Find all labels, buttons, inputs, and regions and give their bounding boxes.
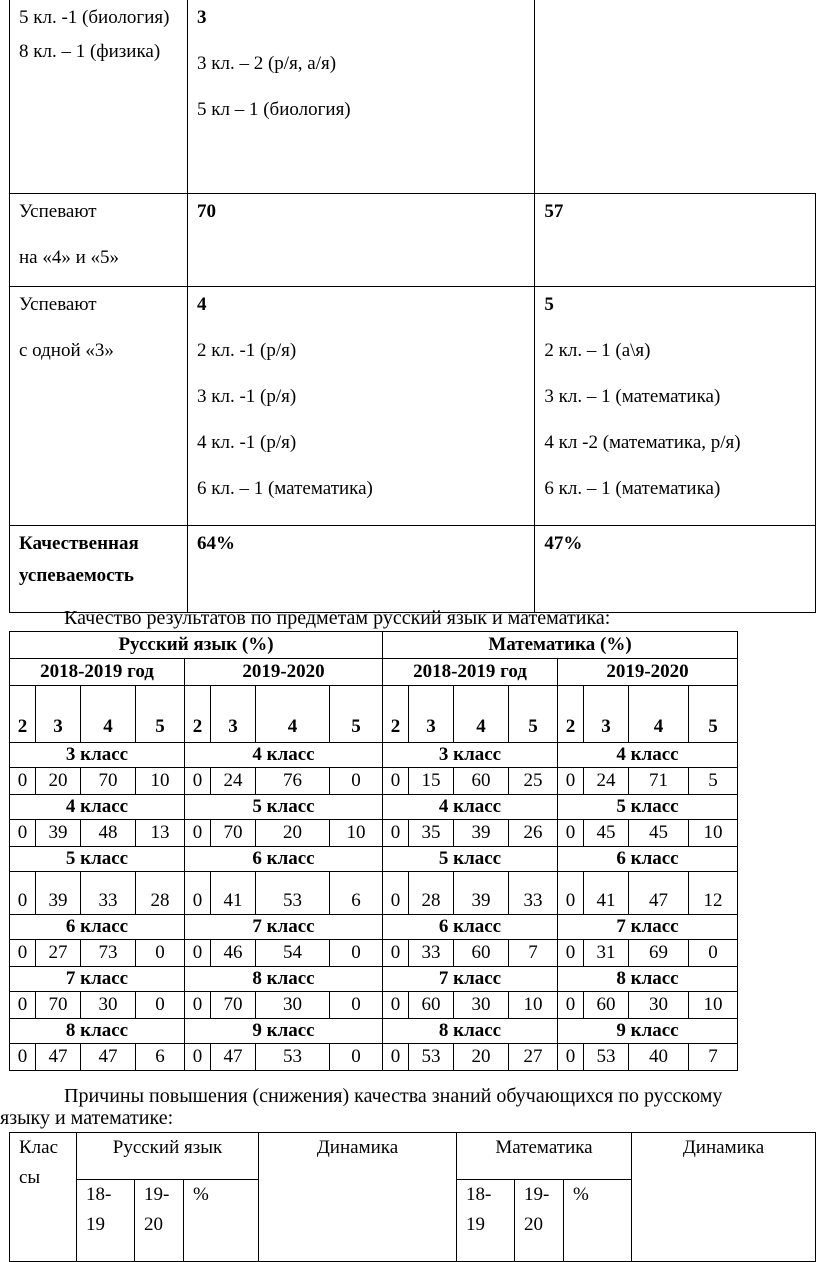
value-cell: 10 bbox=[330, 820, 383, 847]
value-cell: 27 bbox=[509, 1044, 558, 1071]
value-cell: 0 bbox=[185, 992, 211, 1019]
class-label: 9 класс bbox=[558, 1019, 738, 1044]
value-cell: 0 bbox=[383, 820, 409, 847]
label-line: Качественная bbox=[19, 533, 139, 554]
value-cell: 0 bbox=[558, 1044, 584, 1071]
dynamics-header: Динамика bbox=[259, 1133, 457, 1262]
grades-row bbox=[10, 686, 738, 743]
value-cell: 53 bbox=[256, 872, 330, 915]
value-cell: 0 bbox=[558, 872, 584, 915]
class-row bbox=[10, 1019, 738, 1044]
row-one-three bbox=[10, 287, 816, 526]
year-18-19 bbox=[77, 1180, 135, 1262]
caption-quality: Качество результатов по предметам русский язык и математика: bbox=[64, 607, 611, 629]
class-label: 6 класс bbox=[185, 847, 383, 872]
value-cell: 70 bbox=[211, 820, 256, 847]
class-label: 7 класс bbox=[185, 915, 383, 940]
value-cell: 0 bbox=[185, 768, 211, 795]
value-cell: 76 bbox=[256, 768, 330, 795]
value-cell: 35 bbox=[409, 820, 454, 847]
year-header: 2019-2020 bbox=[558, 659, 738, 686]
text-line: 3 кл. – 1 (математика) bbox=[544, 386, 721, 407]
value-cell: 60 bbox=[409, 992, 454, 1019]
caption-reasons: Причины повышения (снижения) качества знаний обучающихся по русскому bbox=[64, 1085, 723, 1107]
dynamics-header: Динамика bbox=[632, 1133, 816, 1262]
value-cell: 0 bbox=[558, 768, 584, 795]
value-cell: 0 bbox=[10, 992, 36, 1019]
class-label: 6 класс bbox=[383, 915, 558, 940]
value-cell: 5 bbox=[689, 768, 738, 795]
text-line: 6 кл. – 1 (математика) bbox=[197, 478, 373, 499]
value-cell: 25 bbox=[509, 768, 558, 795]
value-cell: 45 bbox=[629, 820, 689, 847]
value-cell: 20 bbox=[454, 1044, 509, 1071]
value-cell: 69 bbox=[629, 940, 689, 967]
class-label: 4 класс bbox=[185, 743, 383, 768]
class-label: 4 класс bbox=[383, 795, 558, 820]
value-cell: 0 bbox=[558, 992, 584, 1019]
values-row bbox=[10, 872, 738, 915]
class-label: 9 класс bbox=[185, 1019, 383, 1044]
subjects-row bbox=[10, 632, 738, 659]
value-cell: 0 bbox=[185, 820, 211, 847]
value-cell: 20 bbox=[256, 820, 330, 847]
grade-header: 4 bbox=[81, 686, 136, 743]
value-cell: 47 bbox=[81, 1044, 136, 1071]
value-cell: 0 bbox=[558, 820, 584, 847]
class-label: 6 класс bbox=[10, 915, 185, 940]
class-label: 5 класс bbox=[558, 795, 738, 820]
value-cell: 70 bbox=[211, 992, 256, 1019]
label-line: 19 bbox=[466, 1214, 485, 1235]
label-line: Успевают bbox=[19, 201, 97, 222]
label-line: сы bbox=[19, 1167, 41, 1188]
year-header: 2019-2020 bbox=[185, 659, 383, 686]
values-row bbox=[10, 1044, 738, 1071]
value-cell: 0 bbox=[10, 768, 36, 795]
class-row bbox=[10, 915, 738, 940]
count-value: 4 bbox=[197, 294, 207, 315]
value-cell: 0 bbox=[383, 940, 409, 967]
class-row bbox=[10, 967, 738, 992]
text-line: 8 кл. – 1 (физика) bbox=[19, 41, 161, 62]
percent-header: % bbox=[184, 1180, 259, 1262]
text-line: 2 кл. – 1 (а\я) bbox=[544, 340, 651, 361]
value-cell: 73 bbox=[81, 940, 136, 967]
value-cell: 30 bbox=[629, 992, 689, 1019]
value-cell: 7 bbox=[509, 940, 558, 967]
value-cell: 30 bbox=[256, 992, 330, 1019]
grade-header: 5 bbox=[136, 686, 185, 743]
value-cell: 10 bbox=[509, 992, 558, 1019]
grade-header: 2 bbox=[10, 686, 36, 743]
label-line: 18- bbox=[466, 1184, 492, 1205]
label-line: 19- bbox=[524, 1184, 550, 1205]
percent-header: % bbox=[564, 1180, 632, 1262]
value-cell: 46 bbox=[211, 940, 256, 967]
grade-header: 3 bbox=[211, 686, 256, 743]
value-cell: 20 bbox=[36, 768, 81, 795]
grade-header: 2 bbox=[558, 686, 584, 743]
values-row bbox=[10, 940, 738, 967]
value-cell: 33 bbox=[409, 940, 454, 967]
grade-header: 2 bbox=[383, 686, 409, 743]
values-row bbox=[10, 992, 738, 1019]
text-line: 5 кл. -1 (биология) bbox=[19, 7, 170, 28]
class-label: 7 класс bbox=[558, 915, 738, 940]
value-cell: 0 bbox=[330, 768, 383, 795]
value-cell: 53 bbox=[256, 1044, 330, 1071]
value-cell: 70 bbox=[36, 992, 81, 1019]
value-cell: 30 bbox=[81, 992, 136, 1019]
reasons-header-row bbox=[10, 1133, 816, 1180]
value-cell: 0 bbox=[136, 992, 185, 1019]
class-label: 8 класс bbox=[383, 1019, 558, 1044]
value-cell: 39 bbox=[454, 820, 509, 847]
value-cell: 0 bbox=[185, 940, 211, 967]
value-cell: 10 bbox=[689, 992, 738, 1019]
value-cell: 0 bbox=[330, 992, 383, 1019]
value-cell: 47 bbox=[629, 872, 689, 915]
value-cell: 48 bbox=[81, 820, 136, 847]
cell-value-2018 bbox=[188, 287, 535, 526]
class-label: 4 класс bbox=[558, 743, 738, 768]
class-row bbox=[10, 847, 738, 872]
text-line: 4 кл -2 (математика, р/я) bbox=[544, 432, 741, 453]
value-cell: 0 bbox=[10, 1044, 36, 1071]
results-table bbox=[9, 0, 816, 613]
classes-header bbox=[10, 1133, 77, 1262]
value-cell: 0 bbox=[689, 940, 738, 967]
class-label: 7 класс bbox=[10, 967, 185, 992]
value-cell: 60 bbox=[454, 768, 509, 795]
grade-header: 4 bbox=[454, 686, 509, 743]
value-cell: 53 bbox=[409, 1044, 454, 1071]
class-label: 8 класс bbox=[185, 967, 383, 992]
russian-header: Русский язык bbox=[77, 1133, 259, 1180]
label-line: Успевают bbox=[19, 294, 97, 315]
class-label: 7 класс bbox=[383, 967, 558, 992]
grade-header: 3 bbox=[409, 686, 454, 743]
cell-value-2019 bbox=[535, 287, 816, 526]
value-cell: 0 bbox=[383, 768, 409, 795]
text-line: 5 кл – 1 (биология) bbox=[197, 99, 351, 120]
class-label: 4 класс bbox=[10, 795, 185, 820]
value-cell: 0 bbox=[185, 1044, 211, 1071]
values-row bbox=[10, 820, 738, 847]
value-cell: 33 bbox=[81, 872, 136, 915]
value-cell: 10 bbox=[136, 768, 185, 795]
grades-table bbox=[9, 631, 738, 1071]
value-cell: 28 bbox=[136, 872, 185, 915]
cell-label bbox=[10, 287, 188, 526]
grade-header: 5 bbox=[689, 686, 738, 743]
reasons-table bbox=[9, 1132, 816, 1262]
cell-value-2019: 57 bbox=[535, 194, 816, 287]
value-cell: 30 bbox=[454, 992, 509, 1019]
value-cell: 0 bbox=[383, 992, 409, 1019]
years-row bbox=[10, 659, 738, 686]
label-line: 18- bbox=[86, 1184, 112, 1205]
row-good-students bbox=[10, 194, 816, 287]
label-line: 19- bbox=[144, 1184, 170, 1205]
value-cell: 26 bbox=[509, 820, 558, 847]
year-header: 2018-2019 год bbox=[10, 659, 185, 686]
year-18-19 bbox=[457, 1180, 515, 1262]
value-cell: 45 bbox=[584, 820, 629, 847]
value-cell: 0 bbox=[10, 872, 36, 915]
value-cell: 27 bbox=[36, 940, 81, 967]
value-cell: 54 bbox=[256, 940, 330, 967]
value-cell: 28 bbox=[409, 872, 454, 915]
text-line: 3 кл. – 2 (р/я, а/я) bbox=[197, 53, 337, 74]
cell-value-2019: 47% bbox=[535, 526, 816, 613]
text-line: 4 кл. -1 (р/я) bbox=[197, 432, 297, 453]
class-label: 5 класс bbox=[185, 795, 383, 820]
value-cell: 0 bbox=[136, 940, 185, 967]
label-line: 20 bbox=[144, 1214, 163, 1235]
label-line: с одной «3» bbox=[19, 340, 114, 361]
row-failing bbox=[10, 0, 816, 194]
grade-header: 4 bbox=[256, 686, 330, 743]
value-cell: 0 bbox=[383, 1044, 409, 1071]
value-cell: 6 bbox=[136, 1044, 185, 1071]
value-cell: 0 bbox=[185, 872, 211, 915]
value-cell: 40 bbox=[629, 1044, 689, 1071]
count-value: 5 bbox=[544, 294, 554, 315]
cell-value-2018: 70 bbox=[188, 194, 535, 287]
cell-value-2018: 64% bbox=[188, 526, 535, 613]
text-line: 6 кл. – 1 (математика) bbox=[544, 478, 721, 499]
class-row bbox=[10, 743, 738, 768]
value-cell: 70 bbox=[81, 768, 136, 795]
label-line: 20 bbox=[524, 1214, 543, 1235]
cell-label bbox=[10, 194, 188, 287]
value-cell: 39 bbox=[36, 820, 81, 847]
value-cell: 0 bbox=[10, 940, 36, 967]
class-label: 8 класс bbox=[558, 967, 738, 992]
grade-header: 3 bbox=[36, 686, 81, 743]
cell-failing-subjects bbox=[10, 0, 188, 194]
value-cell: 47 bbox=[211, 1044, 256, 1071]
values-row bbox=[10, 768, 738, 795]
grade-header: 3 bbox=[584, 686, 629, 743]
grade-header: 2 bbox=[185, 686, 211, 743]
value-cell: 6 bbox=[330, 872, 383, 915]
value-cell: 41 bbox=[584, 872, 629, 915]
subject-math: Математика (%) bbox=[383, 632, 738, 659]
caption-reasons-cont: языку и математике: bbox=[0, 1107, 174, 1129]
value-cell: 13 bbox=[136, 820, 185, 847]
subject-russian: Русский язык (%) bbox=[10, 632, 383, 659]
text-line: 3 кл. -1 (р/я) bbox=[197, 386, 297, 407]
year-19-20 bbox=[515, 1180, 564, 1262]
grade-header: 5 bbox=[509, 686, 558, 743]
value-cell: 0 bbox=[383, 872, 409, 915]
label-line: на «4» и «5» bbox=[19, 247, 120, 268]
value-cell: 53 bbox=[584, 1044, 629, 1071]
cell-label bbox=[10, 526, 188, 613]
label-line: Клас bbox=[19, 1137, 59, 1158]
value-cell: 0 bbox=[558, 940, 584, 967]
class-label: 8 класс bbox=[10, 1019, 185, 1044]
value-cell: 60 bbox=[454, 940, 509, 967]
class-label: 6 класс bbox=[558, 847, 738, 872]
value-cell: 39 bbox=[454, 872, 509, 915]
label-line: успеваемость bbox=[19, 565, 134, 586]
value-cell: 0 bbox=[330, 1044, 383, 1071]
class-label: 5 класс bbox=[383, 847, 558, 872]
value-cell: 24 bbox=[211, 768, 256, 795]
class-row bbox=[10, 795, 738, 820]
class-label: 3 класс bbox=[383, 743, 558, 768]
value-cell: 39 bbox=[36, 872, 81, 915]
value-cell: 31 bbox=[584, 940, 629, 967]
value-cell: 24 bbox=[584, 768, 629, 795]
grade-header: 4 bbox=[629, 686, 689, 743]
math-header: Математика bbox=[457, 1133, 632, 1180]
value-cell: 47 bbox=[36, 1044, 81, 1071]
value-cell: 10 bbox=[689, 820, 738, 847]
grade-header: 5 bbox=[330, 686, 383, 743]
class-label: 5 класс bbox=[10, 847, 185, 872]
text-line: 2 кл. -1 (р/я) bbox=[197, 340, 297, 361]
value-cell: 41 bbox=[211, 872, 256, 915]
value-cell: 71 bbox=[629, 768, 689, 795]
class-label: 3 класс bbox=[10, 743, 185, 768]
label-line: 19 bbox=[86, 1214, 105, 1235]
count-value: 3 bbox=[197, 7, 207, 28]
cell-empty bbox=[535, 0, 816, 194]
value-cell: 60 bbox=[584, 992, 629, 1019]
value-cell: 15 bbox=[409, 768, 454, 795]
year-19-20 bbox=[135, 1180, 184, 1262]
year-header: 2018-2019 год bbox=[383, 659, 558, 686]
value-cell: 0 bbox=[330, 940, 383, 967]
cell-count-2018 bbox=[188, 0, 535, 194]
value-cell: 0 bbox=[10, 820, 36, 847]
row-quality bbox=[10, 526, 816, 613]
value-cell: 33 bbox=[509, 872, 558, 915]
value-cell: 7 bbox=[689, 1044, 738, 1071]
value-cell: 12 bbox=[689, 872, 738, 915]
